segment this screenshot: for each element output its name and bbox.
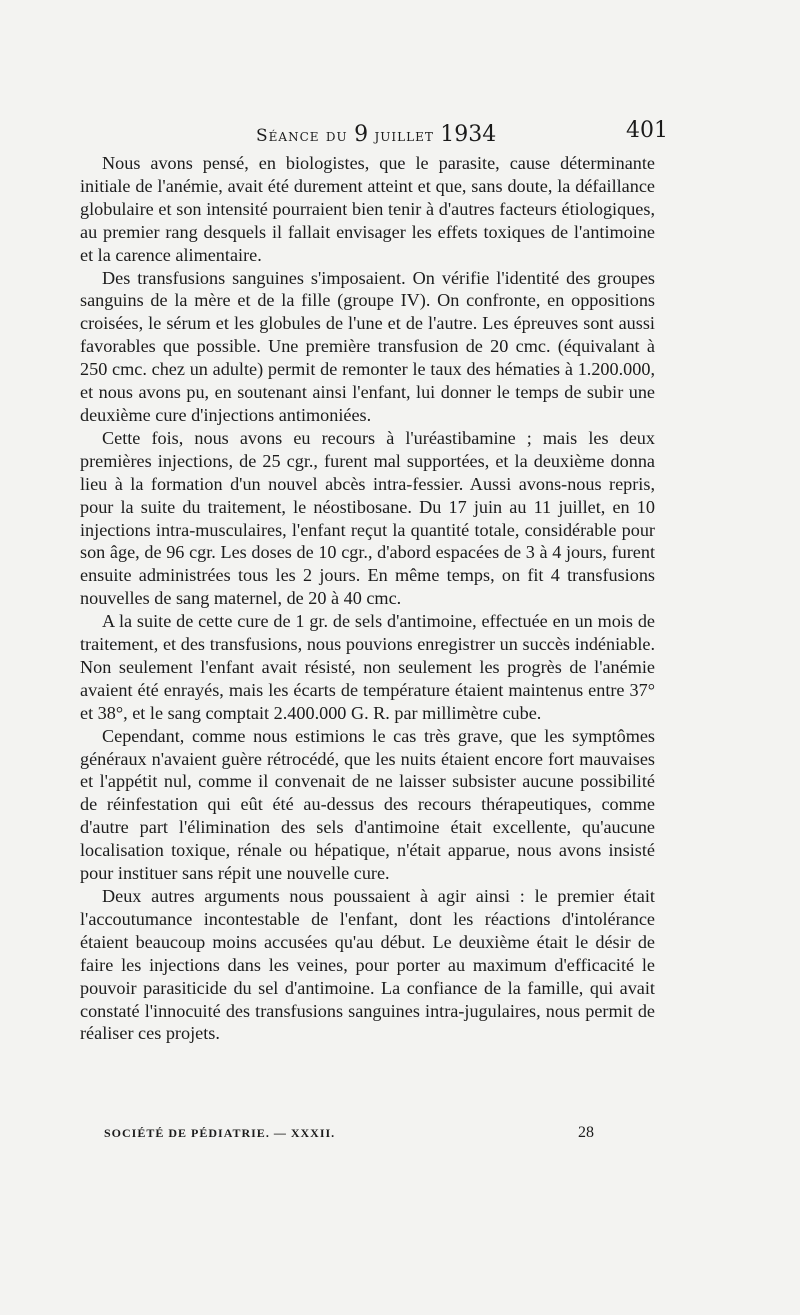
paragraph: Cette fois, nous avons eu recours à l'uréastibamine ; mais les deux premières injections, de 25 cgr., furent mal supportées, et la deuxième donna lieu à la formation d'un nouvel abcès intra-fessier. Aussi avons-nous repris, pour la suite du traitement, le néostibosane. Du 17 juin au 11 juillet, en 10 injections intra-musculaires, l'enfant reçut la quantité totale, considérable pour son âge, de 96 cgr. Les doses de 10 cgr., d'abord espacées de 3 à 4 jours, furent ensuite administrées tous les 2 jours. En même temps, on fit 4 transfusions nouvelles de sang maternel, de 20 à 40 cmc. (80, 427, 655, 609)
signature-mark: 28 (578, 1124, 594, 1141)
page-footer (104, 1126, 594, 1148)
running-head-prefix: Séance du (256, 126, 348, 146)
page-number: 401 (626, 118, 668, 143)
paragraph: Cependant, comme nous estimions le cas très grave, que les symptômes généraux n'avaient guère rétrocédé, que les nuits étaient encore fort mauvaises et l'appétit nul, comme il convenait de ne laisser subsister aucune possibilité de réinfestation qui eût été au-dessus des recours thérapeutiques, comme d'autre part l'élimination des sels d'antimoine était excellente, qu'aucune localisation toxique, rénale ou hépatique, n'était apparue, nous avons insisté pour instituer sans répit une nouvelle cure. (80, 725, 655, 884)
paragraph: Nous avons pensé, en biologistes, que le parasite, cause déterminante initiale de l'anémie, avait été durement atteint et que, sans doute, la défaillance globulaire et son intensité pourraient bien tenir à d'autres facteurs étiologiques, au premier rang desquels il fallait envisager les effets toxiques de l'antimoine et la carence alimentaire. (80, 153, 655, 265)
paragraph: Des transfusions sanguines s'imposaient. On vérifie l'identité des groupes sanguins de la mère et de la fille (groupe IV). On confronte, en oppositions croisées, le sérum et les globules de l'une et de l'autre. Les épreuves sont aussi favorables que possible. Une première transfusion de 20 cmc. (équivalant à 250 cmc. chez un adulte) permit de remonter le taux des hématies à 1.200.000, et nous avons pu, en soutenant ainsi l'enfant, lui donner le temps de subir une deuxième cure d'injections antimoniées. (80, 267, 655, 425)
paragraph: Deux autres arguments nous poussaient à agir ainsi : le premier était l'accoutumance incontestable de l'enfant, dont les réactions d'intolérance étaient beaucoup moins accusées qu'au début. Le deuxième était le désir de faire les injections dans les veines, pour porter au maximum d'efficacité le pouvoir parasiticide du sel d'antimoine. La confiance de la famille, qui avait constaté l'innocuité des transfusions sanguines intra-jugulaires, nous permit de réaliser ces projets. (80, 886, 655, 1044)
running-head-day: 9 (354, 122, 369, 147)
running-head-year: 1934 (440, 122, 497, 147)
footer-journal: SOCIÉTÉ DE PÉDIATRIE. — XXXII. (104, 1126, 336, 1140)
paragraph: A la suite de cette cure de 1 gr. de sels d'antimoine, effectuée en un mois de traitement, et des transfusions, nous pouvions enregistrer un succès indéniable. Non seulement l'enfant avait résisté, non seulement les progrès de l'anémie avaient été enrayés, mais les écarts de température étaient maintenus entre 37° et 38°, et le sang comptait 2.400.000 G. R. par millimètre cube. (80, 611, 655, 723)
running-head-month: juillet (374, 126, 434, 146)
page-header (78, 118, 668, 146)
running-head (256, 122, 496, 147)
body-text (80, 152, 655, 1045)
